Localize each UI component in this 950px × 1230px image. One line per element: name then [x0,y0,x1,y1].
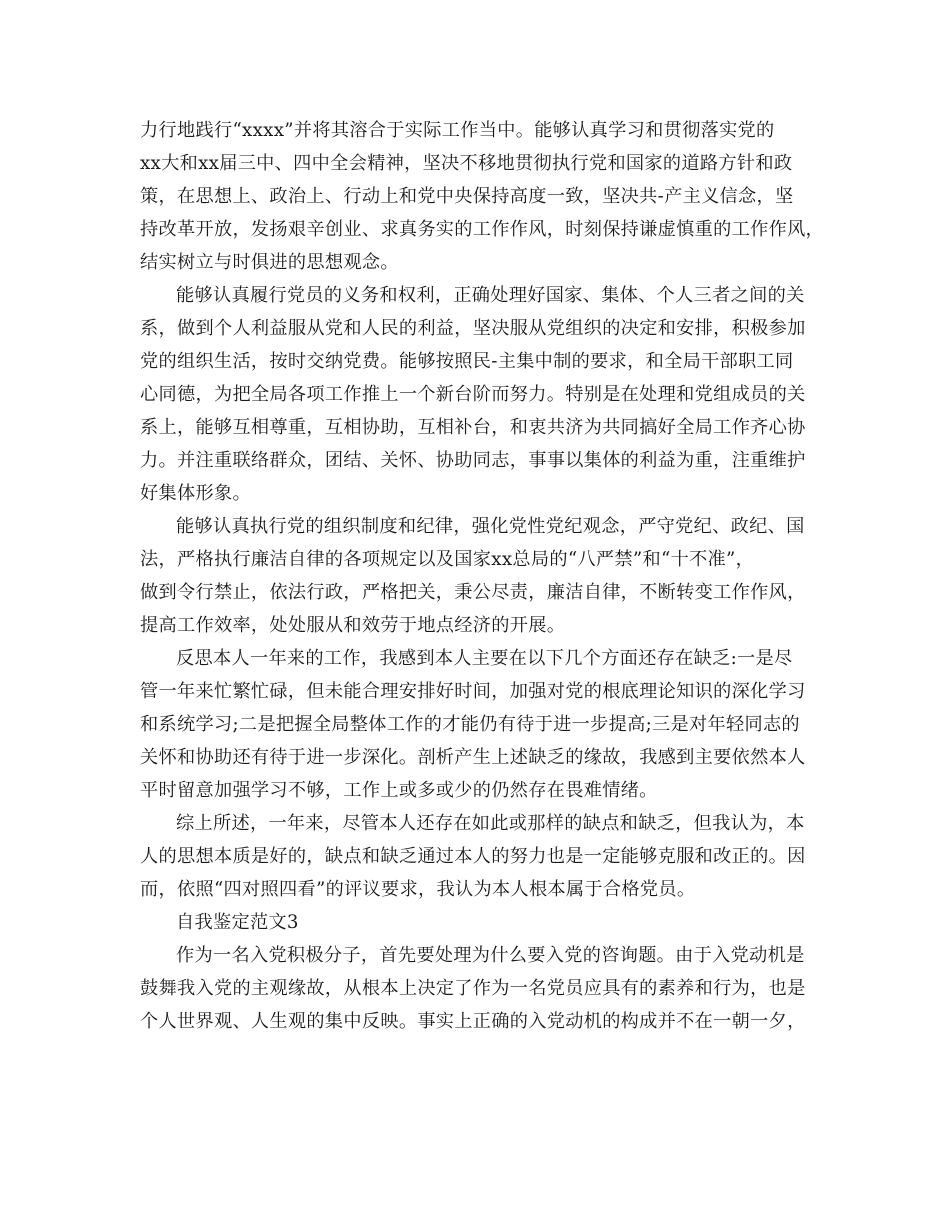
paragraph-line: 个人世界观、人生观的集中反映。事实上正确的入党动机的构成并不在一朝一夕， [140,1011,806,1032]
paragraph-line: 系上，能够互相尊重，互相协助，互相补台，和衷共济为共同搞好全局工作齐心协 [140,417,806,438]
paragraph-first-line: 能够认真执行党的组织制度和纪律，强化党性党纪观念，严守党纪、政纪、国 [176,516,805,537]
paragraph-line: 系，做到个人利益服从党和人民的利益，坚决服从党组织的决定和安排，积极参加 [140,318,806,339]
paragraph-first-line: 作为一名入党积极分子，首先要处理为什么要入党的咨询题。由于入党动机是 [176,945,805,966]
paragraph-line: 持改革开放，发扬艰辛创业、求真务实的工作作风，时刻保持谦虚慎重的工作作风， [140,219,825,240]
paragraph-line: 鼓舞我入党的主观缘故，从根本上决定了作为一名党员应具有的素养和行为，也是 [140,978,806,999]
paragraph-first-line: 反思本人一年来的工作，我感到本人主要在以下几个方面还存在缺乏:一是尽 [176,648,793,669]
paragraph-line: 法，严格执行廉洁自律的各项规定以及国家xx总局的“八严禁”和“十不准”， [140,549,755,570]
paragraph-line: 结实树立与时俱进的思想观念。 [140,252,399,273]
paragraph-line: 力行地践行“xxxx”并将其溶合于实际工作当中。能够认真学习和贯彻落实党的 [140,120,775,141]
paragraph-line: xx大和xx届三中、四中全会精神，坚决不移地贯彻执行党和国家的道路方针和政 [140,153,793,174]
section-heading: 自我鉴定范文3 [176,912,299,933]
paragraph-line: 平时留意加强学习不够，工作上或多或少的仍然存在畏难情绪。 [140,780,658,801]
paragraph-line: 好集体形象。 [140,483,251,504]
paragraph-line: 关怀和协助还有待于进一步深化。剖析产生上述缺乏的缘故，我感到主要依然本人 [140,747,806,768]
document-body [140,114,830,1038]
paragraph-line: 力。并注重联络群众，团结、关怀、协助同志，事事以集体的利益为重，注重维护 [140,450,806,471]
paragraph-line: 心同德，为把全局各项工作推上一个新台阶而努力。特别是在处理和党组成员的关 [140,384,806,405]
paragraph-line: 提高工作效率，处处服从和效劳于地点经济的开展。 [140,615,566,636]
paragraph-first-line: 综上所述，一年来，尽管本人还存在如此或那样的缺点和缺乏，但我认为，本 [176,813,805,834]
paragraph-line: 党的组织生活，按时交纳党费。能够按照民-主集中制的要求，和全局干部职工同 [140,351,794,372]
paragraph-line: 人的思想本质是好的，缺点和缺乏通过本人的努力也是一定能够克服和改正的。因 [140,846,806,867]
paragraph-first-line: 能够认真履行党员的义务和权利，正确处理好国家、集体、个人三者之间的关 [176,285,805,306]
paragraph-line: 管一年来忙繁忙碌，但未能合理安排好时间，加强对党的根底理论知识的深化学习 [140,681,806,702]
paragraph-line: 策，在思想上、政治上、行动上和党中央保持高度一致，坚决共-产主义信念，坚 [140,186,794,207]
paragraph-line: 而，依照“四对照四看”的评议要求，我认为本人根本属于合格党员。 [140,879,696,900]
paragraph-line: 做到令行禁止，依法行政，严格把关，秉公尽责，廉洁自律，不断转变工作作风， [140,582,806,603]
paragraph-line: 和系统学习;二是把握全局整体工作的才能仍有待于进一步提高;三是对年轻同志的 [140,714,800,735]
